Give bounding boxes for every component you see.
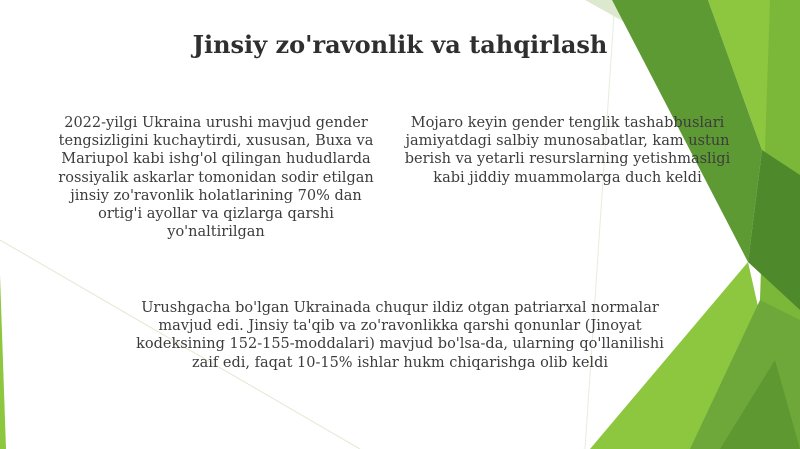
text-block-left: 2022-yilgi Ukraina urushi mavjud gender tengsizligini kuchaytirdi, xususan, Buxa va Mariupol kabi ishg'ol qilingan hududlarda rossiyalik askarlar tomonidan sodir etilgan jinsiy zo'ravonlik holatlarining 70% dan ortig'i ayollar va qizlarga qarshi yo'naltirilgan bbox=[58, 115, 374, 241]
left-green-sliver bbox=[0, 275, 6, 449]
slide-title: Jinsiy zo'ravonlik va tahqirlash bbox=[192, 30, 608, 59]
text-block-right: Mojaro keyin gender tenglik tashabbuslari jamiyatdagi salbiy munosabatlar, kam ustun berish va yetarli resurslarning yetishmasligi kabi jiddiy muammolarga duch keldi bbox=[404, 115, 731, 186]
faint-line-2 bbox=[585, 0, 615, 449]
text-block-bottom: Urushgacha bo'lgan Ukrainada chuqur ildiz otgan patriarxal normalar mavjud edi. Jinsiy ta'qib va zo'ravonlikka qarshi qonunlar (Jinoyat kodeksining 152-155-moddalari) mavjud bo'lsa-da, ularning qo'llanilishi zaif edi, faqat 10-15% ishlar hukm chiqarishga olib keldi bbox=[136, 300, 664, 371]
